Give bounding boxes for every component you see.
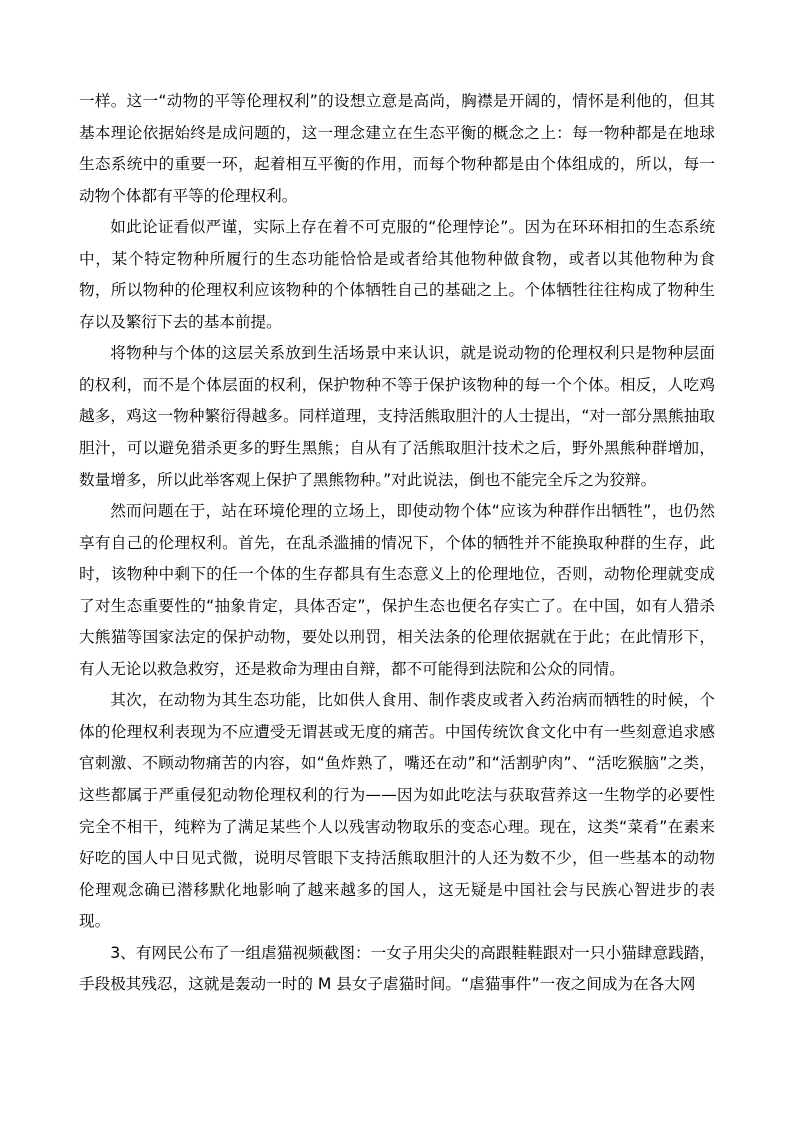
paragraph-cat-abuse-case: 3、有网民公布了一组虐猫视频截图：一女子用尖尖的高跟鞋鞋跟对一只小猫肆意践踏，手段极其残忍，这就是轰动一时的 M 县女子虐猫时间。“虐猫事件”一夜之间成为在各大网 [79,943,715,994]
paragraph-animal-suffering: 其次，在动物为其生态功能，比如供人食用、制作裘皮或者入药治病而牺牲的时候，个体的伦理权利表现为不应遭受无谓甚或无度的痛苦。中国传统饮食文化中有一些刻意追求感官刺激、不顾动物痛苦的内容，如“鱼炸熟了，嘴还在动”和“活割驴肉”、“活吃猴脑”之类，这些都属于严重侵犯动物伦理权利的行为——因为如此吃法与获取营养这一生物学的必要性完全不相干，纯粹为了满足某些个人以残害动物取乐的变态心理。现在，这类“菜肴”在素来好吃的国人中日见式微，说明尽管眼下支持活熊取胆汁的人还为数不少，但一些基本的动物伦理观念确已潜移默化地影响了越来越多的国人，这无疑是中国社会与民族心智进步的表现。 [79,691,715,931]
paragraph-continuation: 一样。这一“动物的平等伦理权利”的设想立意是高尚，胸襟是开阔的，情怀是利他的，但其基本理论依据始终是成问题的，这一理念建立在生态平衡的概念之上：每一物种都是在地球生态系统中的重要一环，起着相互平衡的作用，而每个物种都是由个体组成的，所以，每一动物个体都有平等的伦理权利。 [79,92,715,205]
paragraph-species-vs-individual: 将物种与个体的这层关系放到生活场景中来认识，就是说动物的伦理权利只是物种层面的权利，而不是个体层面的权利，保护物种不等于保护该物种的每一个个体。相反，人吃鸡越多，鸡这一物种繁衍得越多。同样道理，支持活熊取胆汁的人士提出，“对一部分黑熊抽取胆汁，可以避免猎杀更多的野生黑熊；自从有了活熊取胆汁技术之后，野外黑熊种群增加，数量增多，所以此举客观上保护了黑熊物种。”对此说法，倒也不能完全斥之为狡辩。 [79,344,715,489]
paragraph-ethical-paradox: 如此论证看似严谨，实际上存在着不可克服的“伦理悖论”。因为在环环相扣的生态系统中，某个特定物种所履行的生态功能恰恰是或者给其他物种做食物，或者以其他物种为食物，所以物种的伦理权利应该物种的个体牺牲自己的基础之上。个体牺牲往往构成了物种生存以及繁衍下去的基本前提。 [79,218,715,331]
paragraph-environmental-ethics: 然而问题在于，站在环境伦理的立场上，即使动物个体“应该为种群作出牺牲”，也仍然享有自己的伦理权利。首先，在乱杀滥捕的情况下，个体的牺牲并不能换取种群的生存，此时，该物种中剩下的任一个体的生存都具有生态意义上的伦理地位，否则，动物伦理就变成了对生态重要性的“抽象肯定，具体否定”，保护生态也便名存实亡了。在中国，如有人猎杀大熊猫等国家法定的保护动物，要处以刑罚，相关法条的伦理依据就在于此；在此情形下，有人无论以救急救穷，还是救命为理由自辩，都不可能得到法院和公众的同情。 [79,502,715,678]
document-body [79,86,715,1001]
